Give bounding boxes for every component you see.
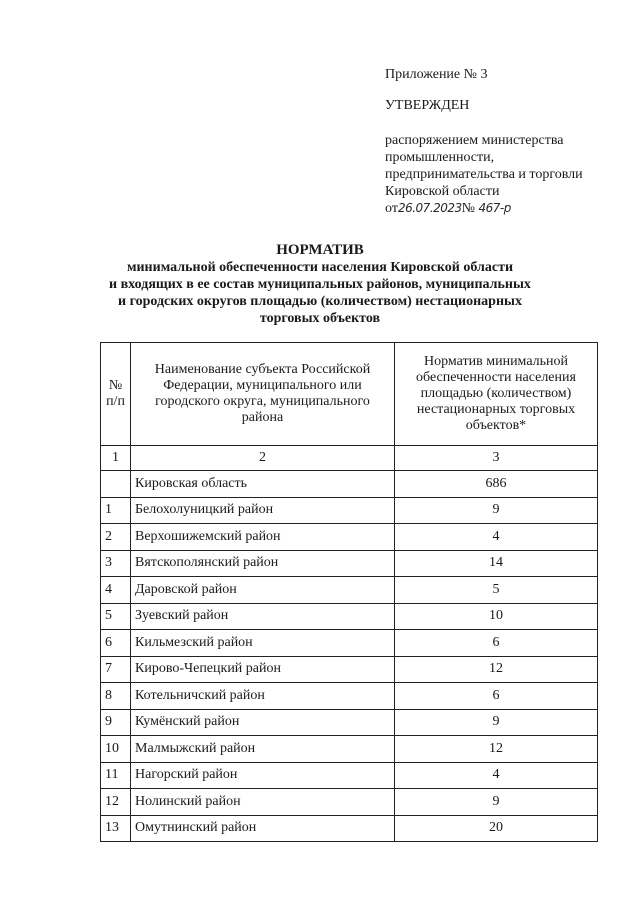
order-line: предпринимательства и торговли xyxy=(385,167,583,182)
table-row xyxy=(101,550,598,577)
header-number: № п/п xyxy=(101,343,131,446)
order-line: распоряжением министерства xyxy=(385,133,564,148)
row-value: 4 xyxy=(395,524,598,551)
document-title xyxy=(0,241,640,327)
row-number: 3 xyxy=(101,550,131,577)
table-header-row xyxy=(101,343,598,446)
table-row xyxy=(101,656,598,683)
table-row xyxy=(101,709,598,736)
table-row xyxy=(101,471,598,498)
column-index: 3 xyxy=(395,446,598,471)
row-number: 4 xyxy=(101,577,131,604)
table-row xyxy=(101,497,598,524)
title-line: торговых объектов xyxy=(259,311,381,326)
annex-number: Приложение № 3 xyxy=(385,67,488,82)
number-prefix: № xyxy=(461,201,476,216)
row-name: Кировская область xyxy=(131,471,395,498)
title-line: и городских округов площадью (количеством) нестационарных xyxy=(118,294,522,309)
order-line: промышленности, xyxy=(385,150,495,165)
row-value: 686 xyxy=(395,471,598,498)
column-index: 1 xyxy=(101,446,131,471)
row-name: Белохолуницкий район xyxy=(131,497,395,524)
date-prefix: от xyxy=(385,201,398,216)
table-row xyxy=(101,603,598,630)
row-number: 9 xyxy=(101,709,131,736)
table-row xyxy=(101,683,598,710)
row-value: 6 xyxy=(395,630,598,657)
column-index-row xyxy=(101,446,598,471)
row-value: 14 xyxy=(395,550,598,577)
row-value: 6 xyxy=(395,683,598,710)
row-number: 1 xyxy=(101,497,131,524)
row-value: 12 xyxy=(395,736,598,763)
approval-block xyxy=(385,66,625,217)
norm-table xyxy=(100,342,598,842)
row-number: 6 xyxy=(101,630,131,657)
header-name: Наименование субъекта Российской Федерации, муниципального или городского округа, муниципального района xyxy=(131,343,395,446)
row-number: 2 xyxy=(101,524,131,551)
table-row xyxy=(101,789,598,816)
row-number: 5 xyxy=(101,603,131,630)
row-number: 7 xyxy=(101,656,131,683)
table-row xyxy=(101,736,598,763)
table-row xyxy=(101,577,598,604)
row-value: 20 xyxy=(395,815,598,842)
row-value: 4 xyxy=(395,762,598,789)
row-name: Котельничский район xyxy=(131,683,395,710)
row-name: Кирово-Чепецкий район xyxy=(131,656,395,683)
order-date-line xyxy=(385,200,625,217)
row-number: 13 xyxy=(101,815,131,842)
row-name: Омутнинский район xyxy=(131,815,395,842)
table-row xyxy=(101,630,598,657)
column-index: 2 xyxy=(131,446,395,471)
title-main: НОРМАТИВ xyxy=(276,242,364,258)
row-name: Верхошижемский район xyxy=(131,524,395,551)
row-value: 9 xyxy=(395,789,598,816)
row-value: 9 xyxy=(395,497,598,524)
order-line: Кировской области xyxy=(385,184,500,199)
handwritten-number: 467-р xyxy=(478,201,511,215)
approved-stamp-text: УТВЕРЖДЕН xyxy=(385,98,470,113)
row-value: 10 xyxy=(395,603,598,630)
row-name: Малмыжский район xyxy=(131,736,395,763)
row-name: Нолинский район xyxy=(131,789,395,816)
row-name: Кумёнский район xyxy=(131,709,395,736)
row-value: 9 xyxy=(395,709,598,736)
row-name: Зуевский район xyxy=(131,603,395,630)
row-name: Вятскополянский район xyxy=(131,550,395,577)
row-name: Даровской район xyxy=(131,577,395,604)
title-line: и входящих в ее состав муниципальных районов, муниципальных xyxy=(109,277,531,292)
table-row xyxy=(101,524,598,551)
row-value: 12 xyxy=(395,656,598,683)
approval-order xyxy=(385,132,625,217)
row-number: 12 xyxy=(101,789,131,816)
row-number: 11 xyxy=(101,762,131,789)
header-norm: Норматив минимальной обеспеченности населения площадью (количеством) нестационарных торговых объектов* xyxy=(395,343,598,446)
row-name: Нагорский район xyxy=(131,762,395,789)
table-row xyxy=(101,762,598,789)
row-number: 10 xyxy=(101,736,131,763)
handwritten-date: 26.07.2023 xyxy=(397,201,462,215)
title-line: минимальной обеспеченности населения Кировской области xyxy=(126,260,514,275)
row-name: Кильмезский район xyxy=(131,630,395,657)
row-number xyxy=(101,471,131,498)
table-row xyxy=(101,815,598,842)
row-number: 8 xyxy=(101,683,131,710)
row-value: 5 xyxy=(395,577,598,604)
